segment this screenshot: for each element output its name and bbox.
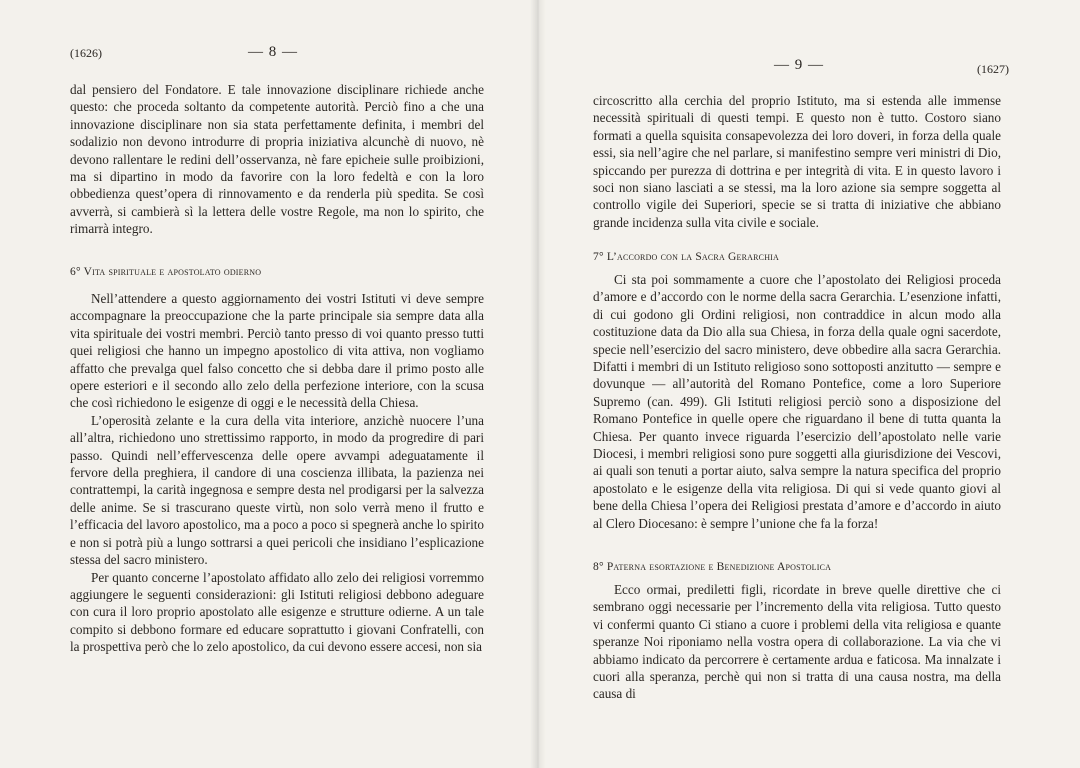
section-8-title: 8° Paterna esortazione e Benedizione Apostolica	[593, 561, 832, 573]
right-page-number: — 9 —	[774, 57, 824, 73]
right-text-block-bottom	[593, 560, 1001, 703]
left-page-number: — 8 —	[248, 44, 298, 60]
left-text-block-main	[70, 265, 484, 656]
right-paragraph-2: Ci sta poi sommamente a cuore che l’apostolato dei Religiosi proceda d’amore e d’accordo con le norme della sacra Gerarchia. L’esenzione infatti, di cui godono gli Ordini religiosi, non contraddice in alcun modo alla costituzione data da Dio alla sua Chiesa, in forza della quale ogni sacerdote, specie nell’esercizio del sacro ministero, deve obbedire alla sacra Gerarchia. Difatti i membri di un Istituto religioso sono sottoposti anzitutto — sempre e dovunque — all’autorità del Romano Pontefice, come a loro Superiore Supremo (can. 499). Gli Istituti religiosi perciò sono a disposizione del Romano Pontefice in quelle opere che riguardano il bene di tutta quanta la Chiesa. Per quanto invece riguarda l’esercizio dell’apostolato nelle varie Diocesi, i membri religiosi sono pure soggetti alla giurisdizione dei Vescovi, ai quali son tenuti a portar aiuto, salva sempre la natura specifica del proprio apostolato e le esigenze della vita religiosa. Di qui si vede quanto giovi al bene della Chiesa l’opera dei Religiosi prestata d’amore e d’accordo in aiuto al Clero Diocesano: è sempre l’unione che fa la forza!	[593, 272, 1001, 531]
left-page	[0, 0, 538, 768]
book-gutter	[530, 0, 546, 768]
right-page	[538, 0, 1080, 768]
right-text-block-middle	[593, 250, 1001, 532]
right-header-code: (1627)	[977, 62, 1009, 76]
left-paragraph-4: Per quanto concerne l’apostolato affidato allo zelo dei religiosi vorremmo aggiungere le seguenti considerazioni: gli Istituti religiosi debbono adeguare con cura il loro proprio apostolato alle esigenze e strutture odierne. A un tale compito si debbono formare ed educare soprattutto i giovani Confratelli, con la prospettiva però che lo zelo apostolico, da cui devono essere accesi, non sia	[70, 569, 484, 655]
right-paragraph-3: Ecco ormai, prediletti figli, ricordate in breve quelle direttive che ci sembrano oggi necessarie per l’incremento della vita religiosa. Tutto questo vi confermi quanto Ci stiano a cuore i problemi della vita religiosa e quante speranze Noi riponiamo nella vostra opera di collaborazione. La via che vi abbiamo indicato da percorrere è certamente ardua e faticosa. Ma innalzate i cuori alla speranza, perchè qui non si tratta di una causa nostra, ma della causa di	[593, 582, 1001, 702]
left-paragraph-1: dal pensiero del Fondatore. E tale innovazione disciplinare richiede anche questo: che proceda soltanto da competente autorità. Perciò fino a che una innovazione disciplinare non sia stata perfettamente definita, i membri del sodalizio non devono introdurre di propria iniziativa alcunchè di nuovo, nè devono rallentare le redini dell’osservanza, nè fare epicheie sulle proibizioni, ma si dipartino in modo da favorire con la loro fedeltà e con la loro obbedienza quest’opera di rinnovamento e da renderla più spedita. Se così avverrà, si cambierà sì la lettera delle vostre Regole, ma non lo spirito, che rimarrà integro.	[70, 82, 484, 237]
left-paragraph-2: Nell’attendere a questo aggiornamento dei vostri Istituti vi deve sempre accompagnare la preoccupazione che la parte principale sia sempre data alla vita spirituale dei vostri membri. Perciò tanto presso di voi quanto presso tutti quei religiosi che hanno un impegno apostolico di vita attiva, non vogliamo affatto che prevalga quel falso concetto che si debba dare il primo posto alle opere esteriori e il secondo allo zelo della perfezione interiore, con la scusa che così richiedono le esigenze di oggi e le necessità della Chiesa.	[70, 291, 484, 411]
left-header-code: (1626)	[70, 46, 102, 60]
section-6-title: 6° Vita spirituale e apostolato odierno	[70, 266, 262, 278]
left-paragraph-3: L’operosità zelante e la cura della vita interiore, anzichè nuocere l’una all’altra, richiedono uno strettissimo rapporto, in modo da progredire di pari passo. Quindi nell’effervescenza delle opere avvampi adeguatamente il fervore della preghiera, il candore di una coscienza illibata, la pazienza nei contrattempi, la carità ingegnosa e sempre desta nel prodigarsi per la salvezza delle anime. Se si trascurano queste virtù, non solo verrà meno il frutto e l’efficacia del lavoro apostolico, ma a poco a poco si spegnerà anche lo spirito e non si potrà più a lungo sottrarsi a quei pericoli che insidiano l’esplicazione stessa del sacro ministero.	[70, 412, 484, 568]
right-text-block-top	[593, 92, 1001, 231]
section-7-title: 7° L’accordo con la Sacra Gerarchia	[593, 251, 780, 263]
right-paragraph-1: circoscritto alla cerchia del proprio Istituto, ma si estenda alle immense necessità spirituali di questi tempi. E questo non è tutto. Costoro siano formati a quella squisita consapevolezza dei loro doveri, in forza della quale essi, sia nell’agire che nel parlare, si manifestino sempre veri ministri di Dio, spiccando per purezza di dottrina e per integrità di vita. E in questo lavoro i soci non siano lasciati a se stessi, ma la loro azione sia sempre soggetta al controllo vigile dei Superiori, specie se si tratta di iniziative che abbiano grande incidenza sulla vita civile e sociale.	[593, 93, 1001, 230]
left-text-block-top	[70, 81, 484, 238]
